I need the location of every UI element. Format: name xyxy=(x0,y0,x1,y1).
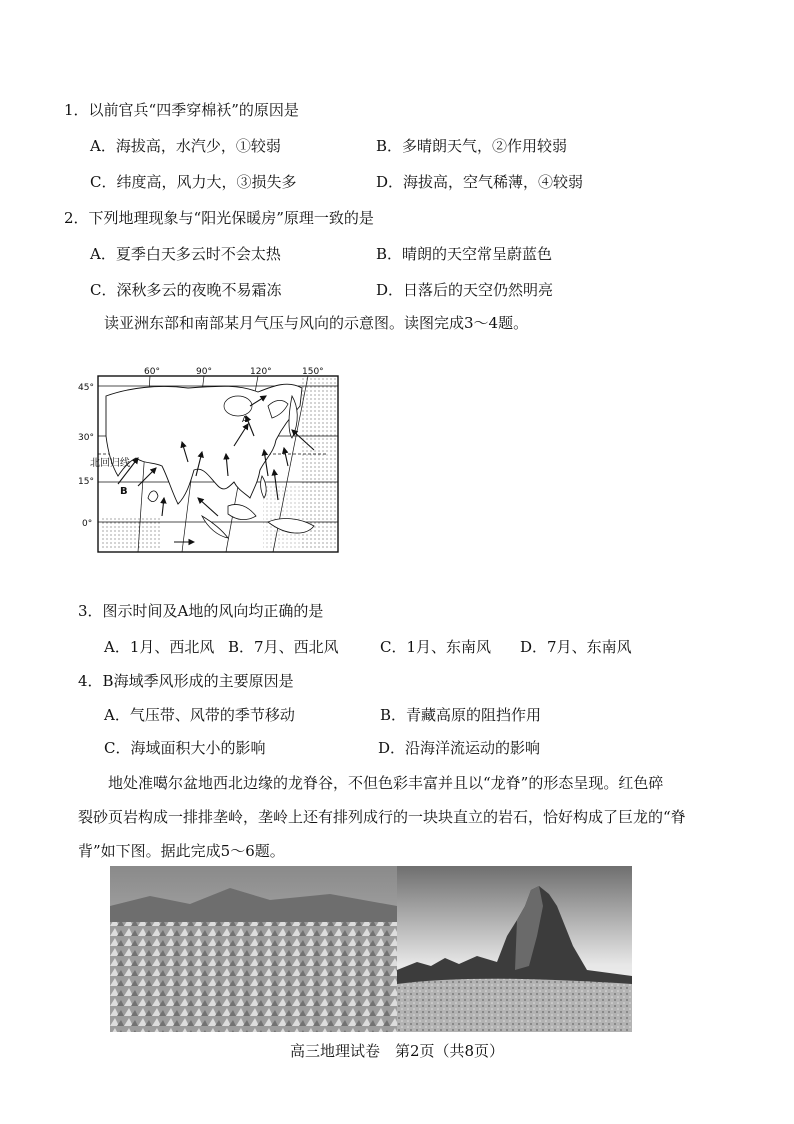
tropic-label: 北回归线 xyxy=(90,458,130,469)
intro-questions-5-6-line3: 背”如下图。据此完成5～6题。 xyxy=(78,842,285,860)
rock-spire-photo xyxy=(397,866,632,1032)
lon-label-150: 150° xyxy=(302,367,324,377)
question-4-option-a: A．气压带、风带的季节移动 xyxy=(104,706,295,724)
lon-label-60: 60° xyxy=(144,367,160,377)
question-1-option-b: B．多晴朗天气，②作用较弱 xyxy=(376,137,568,155)
question-1-option-a: A．海拔高，水汽少，①较弱 xyxy=(90,137,281,155)
question-3-option-c: C．1月、东南风 xyxy=(380,638,492,656)
question-3-option-d: D．7月、东南风 xyxy=(520,638,632,656)
asia-pressure-wind-map xyxy=(78,366,340,556)
question-4-option-d: D．沿海洋流运动的影响 xyxy=(378,739,541,757)
intro-questions-5-6-line2: 裂砂页岩构成一排排垄岭，垄岭上还有排列成行的一块块直立的岩石，恰好构成了巨龙的“脊 xyxy=(78,808,686,826)
question-3-option-a: A．1月、西北风 xyxy=(104,638,215,656)
lon-label-90: 90° xyxy=(196,367,212,377)
lat-label-15: 15° xyxy=(78,477,94,487)
map-label-b: B xyxy=(120,486,128,497)
question-1-option-d: D．海拔高，空气稀薄，④较弱 xyxy=(376,173,584,191)
question-3-option-b: B．7月、西北风 xyxy=(228,638,339,656)
question-4-option-c: C．海域面积大小的影响 xyxy=(104,739,266,757)
sea-pattern-se xyxy=(263,486,303,550)
intro-questions-3-4: 读亚洲东部和南部某月气压与风向的示意图。读图完成3～4题。 xyxy=(104,314,529,332)
intro-questions-5-6-line1: 地处准噶尔盆地西北边缘的龙脊谷，不但色彩丰富并且以“龙脊”的形态呈现。红色碎 xyxy=(108,774,664,792)
page-footer: 高三地理试卷 第2页（共8页） xyxy=(289,1042,505,1060)
question-4-option-b: B．青藏高原的阻挡作用 xyxy=(380,706,542,724)
question-2-option-b: B．晴朗的天空常呈蔚蓝色 xyxy=(376,245,553,263)
lat-label-45: 45° xyxy=(78,383,94,393)
question-2-option-d: D．日落后的天空仍然明亮 xyxy=(376,281,554,299)
question-1-stem: 1．以前官兵“四季穿棉袄”的原因是 xyxy=(64,101,299,119)
question-3-stem: 3．图示时间及A地的风向均正确的是 xyxy=(78,602,324,620)
question-1-option-c: C．纬度高，风力大，③损失多 xyxy=(90,173,297,191)
question-4-stem: 4．B海域季风形成的主要原因是 xyxy=(78,672,294,690)
question-2-stem: 2．下列地理现象与“阳光保暖房”原理一致的是 xyxy=(64,209,374,227)
sea-pattern-sw xyxy=(100,516,160,550)
landscape-photo-ridges xyxy=(110,866,397,1032)
question-2-option-c: C．深秋多云的夜晚不易霜冻 xyxy=(90,281,282,299)
lat-label-30: 30° xyxy=(78,433,94,443)
lat-label-0: 0° xyxy=(82,519,93,529)
map-label-a: A xyxy=(242,415,248,424)
lon-label-120: 120° xyxy=(250,367,272,377)
question-2-option-a: A．夏季白天多云时不会太热 xyxy=(90,245,281,263)
